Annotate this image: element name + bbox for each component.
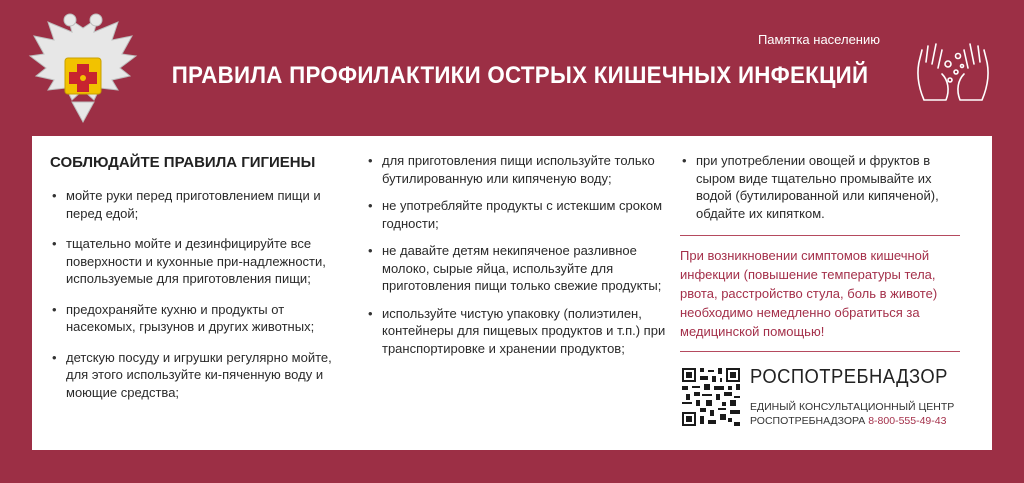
list-item: • не употребляйте продукты с истекшим сроком годности; xyxy=(366,197,666,232)
divider xyxy=(680,235,960,236)
list-item: • тщательно мойте и дезинфицируйте все поверхности и кухонные при-надлежности, используемые для приготовления пищи; xyxy=(50,235,350,288)
warning-text: При возникновении симптомов кишечной инфекции (повышение температуры тела, рвота, расстройство стула, боль в животе) необходимо немедленно обратиться за медицинской помощью! xyxy=(680,248,938,339)
warning-column xyxy=(680,152,970,432)
hands-icon xyxy=(912,36,994,104)
list-item: • предохраняйте кухню и продукты от насекомых, грызунов и других животных; xyxy=(50,301,350,336)
list-item: • не давайте детям некипяченое разливное молоко, сырые яйца, используйте для приготовления пищи только свежие продукты; xyxy=(366,242,666,295)
list-item: • при употреблении овощей и фруктов в сыром виде тщательно промывайте их водой (бутилированной или кипяченой), обдайте их кипятком. xyxy=(680,152,970,222)
center-line xyxy=(750,414,954,428)
brand-name: РОСПОТРЕБНАДЗОР xyxy=(750,366,948,388)
rule-list xyxy=(366,152,666,357)
consultation-center xyxy=(750,400,954,428)
center-line-name: РОСПОТРЕБНАДЗОРА xyxy=(750,415,866,427)
rule-list xyxy=(50,187,350,401)
contact-block xyxy=(680,366,970,432)
list-item: • используйте чистую упаковку (полиэтилен, контейнеры для пищевых продуктов и т.п.) при транспортировке и хранении продуктов; xyxy=(366,305,666,358)
section-heading: СОБЛЮДАЙТЕ ПРАВИЛА ГИГИЕНЫ xyxy=(50,154,316,171)
content-card xyxy=(32,136,992,450)
food-column xyxy=(366,152,666,367)
double-headed-eagle-emblem-icon xyxy=(28,10,138,128)
phone-number[interactable]: 8-800-555-49-43 xyxy=(868,415,947,427)
list-item: • детскую посуду и игрушки регулярно мойте, для этого используйте ки-пяченную воду и моющие средства; xyxy=(50,349,350,402)
tagline: Памятка населению xyxy=(757,32,880,47)
list-item: • для приготовления пищи используйте только бутилированную или кипяченую воду; xyxy=(366,152,666,187)
qr-code-icon[interactable] xyxy=(682,368,740,426)
divider xyxy=(680,351,960,352)
list-item: • мойте руки перед приготовлением пищи и перед едой; xyxy=(50,187,350,222)
rule-list xyxy=(680,152,970,222)
hygiene-column xyxy=(50,154,350,414)
page-title: ПРАВИЛА ПРОФИЛАКТИКИ ОСТРЫХ КИШЕЧНЫХ ИНФЕКЦИЙ xyxy=(171,62,869,89)
center-line: ЕДИНЫЙ КОНСУЛЬТАЦИОННЫЙ ЦЕНТР xyxy=(750,401,955,413)
